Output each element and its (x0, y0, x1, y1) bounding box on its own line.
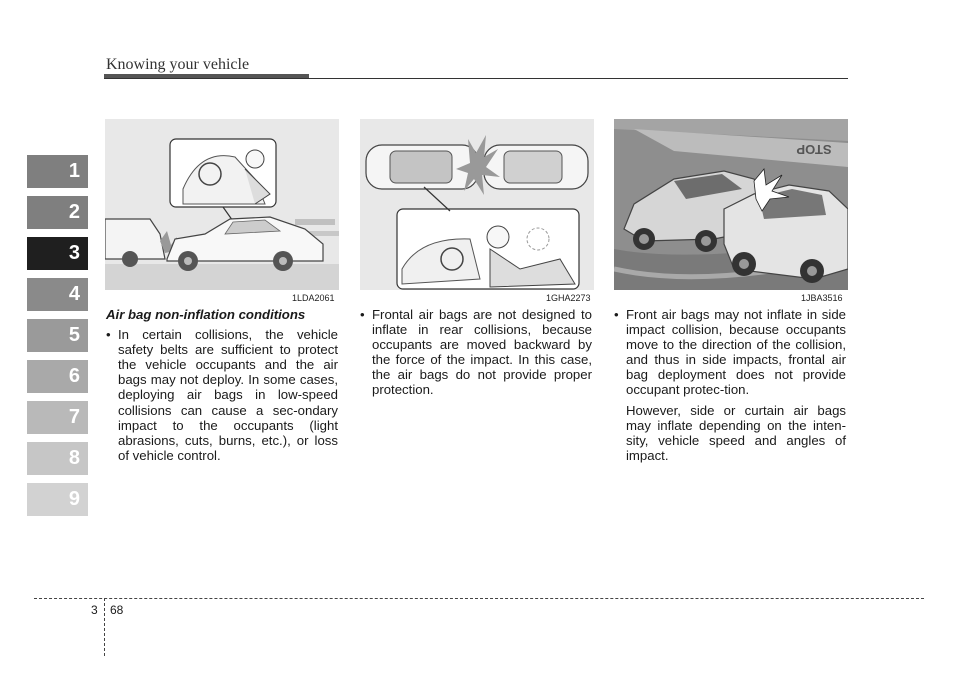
text-column-1 (106, 307, 338, 463)
chapter-tab-2[interactable]: 2 (27, 196, 88, 229)
bullet-paragraph: • In certain collisions, the vehicle safety belts are sufficient to protect the vehicle occupants and the air bags may not deploy. In some cases, deploying air bags in low-speed collisions can cause a sec-ondary impact to the occupants (light abrasions, cuts, burns, etc.), or loss of vehicle control. (106, 327, 338, 463)
page-chapter-number: 3 (91, 603, 98, 617)
chapter-tab-9[interactable]: 9 (27, 483, 88, 516)
footer-divider (34, 598, 924, 599)
stop-road-marking-text: STOP (796, 142, 832, 157)
chapter-tab-1[interactable]: 1 (27, 155, 88, 188)
chapter-tab-5[interactable]: 5 (27, 319, 88, 352)
chapter-tab-4[interactable]: 4 (27, 278, 88, 311)
section-title: Knowing your vehicle (106, 56, 250, 73)
side-impact-collision-illustration (614, 119, 848, 290)
text-column-2 (360, 307, 592, 398)
bullet-paragraph: • Frontal air bags are not designed to inflate in rear collisions, because occupants are moved backward by the force of the impact. In this case, the air bags do not provide proper protection. (360, 307, 592, 398)
continuation-paragraph: However, side or curtain air bags may inflate depending on the inten-sity, vehicle speed and angles of impact. (626, 402, 846, 463)
rear-impact-occupant-illustration (360, 119, 594, 290)
chapter-tab-6[interactable]: 6 (27, 360, 88, 393)
page-number: 68 (110, 603, 124, 617)
chapter-tab-3-active[interactable]: 3 (27, 237, 88, 270)
figure-code: 1LDA2061 (292, 293, 335, 303)
section-heading: Air bag non-inflation conditions (106, 307, 306, 322)
chapter-tab-8[interactable]: 8 (27, 442, 88, 475)
text-column-3 (614, 307, 846, 463)
figure-code: 1GHA2273 (546, 293, 591, 303)
header-rule (104, 78, 848, 79)
bullet-paragraph: • Front air bags may not inflate in side impact collision, because occupants move to the direction of the collision, and thus in side impacts, frontal air bag deployment does not provide occupant protec-tion. (614, 307, 846, 398)
figure-code: 1JBA3516 (801, 293, 843, 303)
chapter-tab-7[interactable]: 7 (27, 401, 88, 434)
rear-end-collision-illustration (105, 119, 339, 290)
footer-vertical-divider (104, 598, 105, 656)
